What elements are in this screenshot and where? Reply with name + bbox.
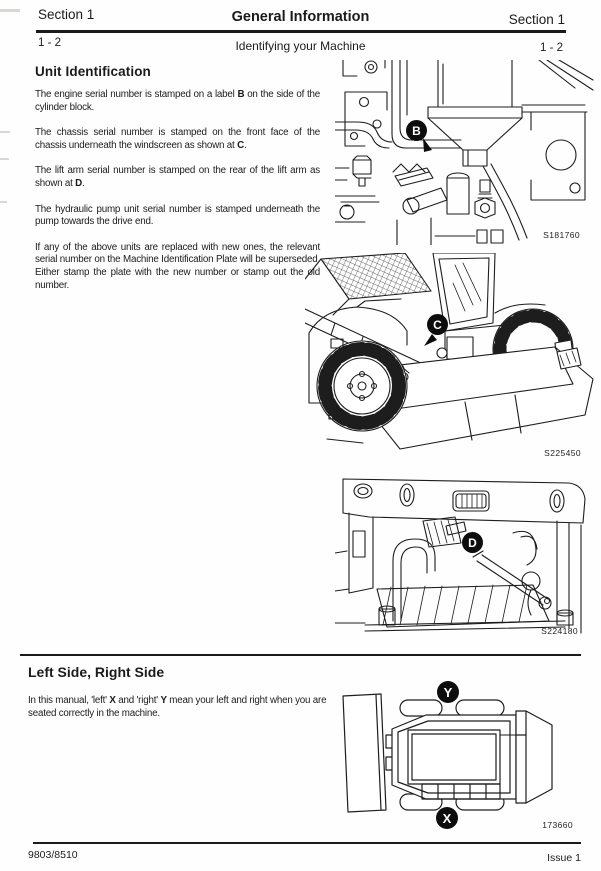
page-subtitle: Identifying your Machine: [235, 39, 366, 53]
paragraph-chassis-serial: The chassis serial number is stamped on the front face of the chassis underneath the windscreen as shown at C.: [35, 127, 320, 151]
paragraph-pump-serial: The hydraulic pump unit serial number is stamped underneath the pump towards the drive end.: [35, 203, 320, 228]
loader-front-line-drawing: [305, 253, 595, 460]
scan-artifact: [0, 131, 10, 133]
figure-chassis-serial-location: [305, 253, 595, 460]
figure-code: S225450: [544, 448, 581, 458]
callout-x: X: [436, 807, 458, 829]
left-right-body: [28, 694, 343, 733]
page-title: General Information: [231, 9, 370, 25]
header-page-number-right: 1 - 2: [539, 42, 563, 54]
loader-plan-line-drawing: [330, 675, 585, 835]
left-right-heading: Left Side, Right Side: [28, 664, 165, 680]
header-section-left: Section 1: [38, 7, 95, 22]
figure-engine-serial-location: [335, 60, 595, 245]
callout-b: B: [406, 120, 427, 141]
callout-y: Y: [437, 681, 459, 703]
paragraph-engine-serial: The engine serial number is stamped on a label B on the side of the cylinder block.: [35, 89, 320, 113]
engine-line-drawing: [335, 60, 595, 245]
callout-d: D: [462, 532, 483, 553]
header-page-number-left: 1 - 2: [38, 37, 62, 49]
publication-number: 9803/8510: [28, 849, 78, 861]
header-rule: [36, 30, 566, 33]
callout-c: C: [427, 314, 448, 335]
unit-identification-heading: Unit Identification: [35, 64, 151, 79]
paragraph-lift-arm-serial: The lift arm serial number is stamped on the rear of the lift arm as shown at D.: [35, 165, 320, 189]
figure-code: 173660: [542, 820, 573, 830]
figure-code: S181760: [543, 230, 580, 240]
scan-artifact: [0, 158, 9, 160]
figure-lift-arm-serial-location: [335, 473, 595, 640]
figure-code: S224180: [541, 626, 578, 636]
paragraph-left-right: In this manual, 'left' X and 'right' Y mean your left and right when you are seated correctly in the machine.: [28, 695, 327, 719]
scan-artifact: [0, 201, 7, 203]
header-section-right: Section 1: [508, 12, 565, 27]
issue-number: Issue 1: [547, 852, 581, 864]
paragraph-replacement-note: If any of the above units are replaced with new ones, the relevant serial number on the Machine Identification Plate will be superseded. Either stamp the plate with the new number or stamp out the old number.: [35, 241, 320, 291]
figure-plan-view: [330, 675, 585, 835]
unit-identification-body: [35, 89, 320, 305]
loader-rear-line-drawing: [335, 473, 595, 640]
section-divider-rule: [20, 654, 581, 656]
footer-rule: [33, 842, 581, 844]
